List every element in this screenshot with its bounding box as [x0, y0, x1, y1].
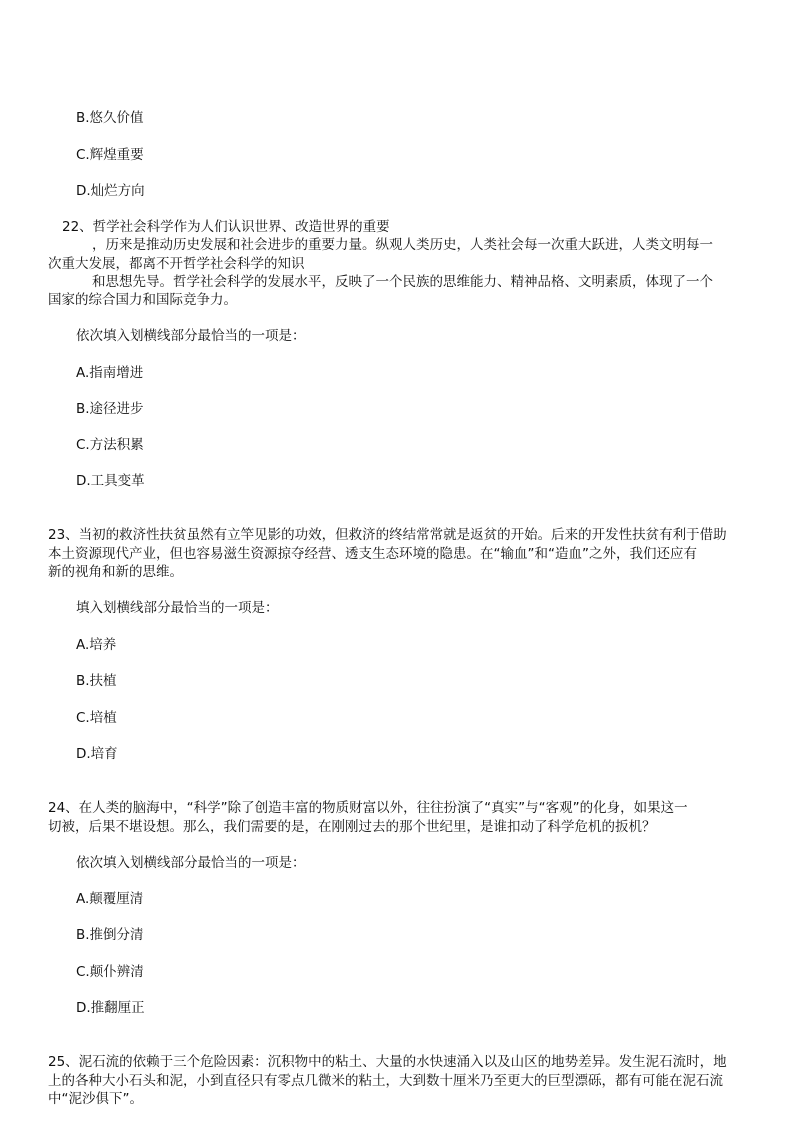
q23-stem-line-1: 23、当初的救济性扶贫虽然有立竿见影的功效，但救济的终结常常就是返贫的开始。后来的开发性扶贫有利于借助 [48, 527, 727, 543]
q22-option-d: D.工具变革 [76, 473, 145, 489]
q22-stem-line-1: 22、哲学社会科学作为人们认识世界、改造世界的重要 [62, 219, 390, 235]
q23-option-a: A.培养 [76, 637, 117, 653]
q24-option-a: A.颠覆厘清 [76, 891, 144, 907]
q22-stem-line-4: 和思想先导。哲学社会科学的发展水平，反映了一个民族的思维能力、精神品格、文明素质，体现了一个 [92, 274, 713, 290]
q22-stem-line-3: 次重大发展，都离不开哲学社会科学的知识 [48, 256, 305, 272]
q22-stem-line-5: 国家的综合国力和国际竞争力。 [48, 292, 237, 308]
q24-option-c: C.颠仆辨清 [76, 964, 144, 980]
q24-option-d: D.推翻厘正 [76, 1000, 145, 1016]
q24-stem-line-1: 24、在人类的脑海中，“科学”除了创造丰富的物质财富以外，往往扮演了“真实”与“客观”的化身，如果这一 [48, 800, 688, 816]
q22-option-c: C.方法积累 [76, 437, 144, 453]
q23-option-d: D.培育 [76, 746, 118, 762]
q23-option-c: C.培植 [76, 710, 117, 726]
q21-option-c: C.辉煌重要 [76, 147, 144, 163]
q25-stem-line-1: 25、泥石流的依赖于三个危险因素：沉积物中的粘土、大量的水快速涌入以及山区的地势差异。发生泥石流时，地 [48, 1054, 727, 1070]
q22-option-b: B.途径进步 [76, 401, 144, 417]
q21-option-d: D.灿烂方向 [76, 183, 145, 199]
q21-option-b: B.悠久价值 [76, 110, 144, 126]
q25-stem-line-3: 中“泥沙俱下”。 [48, 1091, 143, 1107]
q22-stem-line-2: ，历来是推动历史发展和社会进步的重要力量。纵观人类历史，人类社会每一次重大跃进，人类文明每一 [92, 237, 713, 253]
q22-instruction: 依次填入划横线部分最恰当的一项是： [76, 328, 306, 344]
q22-option-a: A.指南增进 [76, 365, 144, 381]
q24-stem-line-2: 切被，后果不堪设想。那么，我们需要的是，在刚刚过去的那个世纪里，是谁扣动了科学危机的扳机？ [48, 819, 656, 835]
q24-option-b: B.推倒分清 [76, 927, 144, 943]
q25-stem-line-2: 上的各种大小石头和泥，小到直径只有零点几微米的粘土，大到数十厘米乃至更大的巨型漂砾，都有可能在泥石流 [48, 1073, 723, 1089]
q24-instruction: 依次填入划横线部分最恰当的一项是： [76, 855, 306, 871]
q23-stem-line-3: 新的视角和新的思维。 [48, 564, 183, 580]
q23-stem-line-2: 本土资源现代产业，但也容易滋生资源掠夺经营、透支生态环境的隐患。在“输血”和“造血”之外，我们还应有 [48, 546, 697, 562]
q23-instruction: 填入划横线部分最恰当的一项是： [76, 600, 279, 616]
q23-option-b: B.扶植 [76, 673, 117, 689]
